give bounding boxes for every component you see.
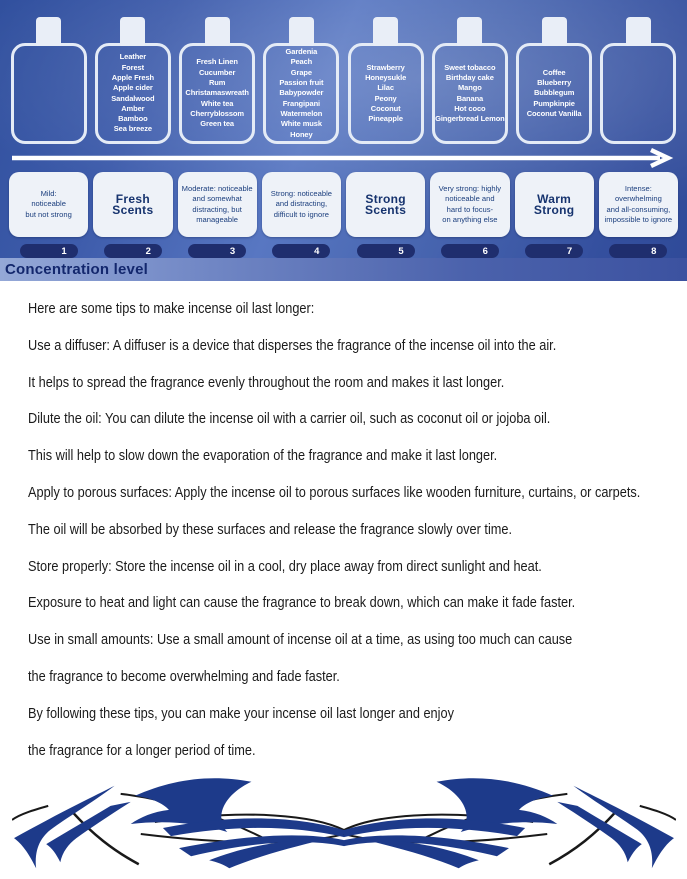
scent-name: Gardenia bbox=[285, 47, 318, 57]
level-number: 4 bbox=[314, 245, 320, 257]
scent-name: Peach bbox=[290, 57, 313, 67]
level-description-line: distracting, but bbox=[192, 204, 242, 214]
scent-name: Coconut Vanilla bbox=[526, 108, 582, 118]
bottle-1 bbox=[9, 17, 88, 144]
level-description-line: Strong: noticeable bbox=[270, 188, 332, 198]
level-description-line: difficult to ignore bbox=[273, 209, 329, 219]
bottle-cap-icon bbox=[626, 17, 651, 46]
level-number-pill-2 bbox=[104, 244, 162, 258]
bottle-cap-icon bbox=[120, 17, 145, 46]
level-description-line: manageable bbox=[196, 214, 239, 224]
scent-name: Sea breeze bbox=[113, 124, 152, 134]
level-description-line: impossible to ignore bbox=[604, 214, 673, 224]
level-description-line: and all-consuming, bbox=[606, 204, 671, 214]
bottle-label bbox=[432, 43, 508, 144]
scent-name: Sweet tobacco bbox=[444, 62, 496, 72]
flourish bbox=[0, 771, 687, 877]
level-description-line: Mild: bbox=[40, 188, 57, 198]
tip-line: Exposure to heat and light can cause the fragrance to break down, which can make it fade faster. bbox=[28, 594, 576, 612]
scent-name: Gingerbread Lemon bbox=[435, 114, 505, 124]
level-description-7 bbox=[515, 172, 594, 237]
level-number-pill-3 bbox=[188, 244, 246, 258]
level-description-line: hard to focus- bbox=[446, 204, 494, 214]
scent-name: Sandalwood bbox=[111, 93, 155, 103]
level-description-2 bbox=[93, 172, 172, 237]
level-number: 7 bbox=[566, 245, 573, 257]
tip-line: Store properly: Store the incense oil in a cool, dry place away from direct sunlight and heat. bbox=[28, 557, 542, 575]
scent-name: Hot coco bbox=[454, 103, 486, 113]
scent-name: Babypowder bbox=[279, 88, 324, 98]
bottle-4 bbox=[262, 17, 341, 144]
tip-line: Here are some tips to make incense oil last longer: bbox=[28, 300, 315, 317]
level-description-line: Warm Strong bbox=[533, 192, 575, 217]
tip-line: the fragrance to become overwhelming and fade faster. bbox=[28, 667, 340, 685]
concentration-band bbox=[0, 258, 687, 281]
bottle-3 bbox=[178, 17, 257, 144]
scent-name: Christamaswreath bbox=[185, 88, 249, 98]
tip-line: Use a diffuser: A diffuser is a device that disperses the fragrance of the incense oil into the air. bbox=[28, 336, 557, 354]
tip-line: Use in small amounts: Use a small amount of incense oil at a time, as using too much can cause bbox=[28, 631, 573, 649]
level-description-line: noticeable bbox=[31, 199, 66, 209]
scent-name: Forest bbox=[121, 62, 145, 72]
level-description-4 bbox=[262, 172, 341, 237]
pill-cell bbox=[430, 244, 509, 258]
scent-name: Lilac bbox=[377, 83, 394, 93]
pill-cell bbox=[515, 244, 594, 258]
tip-line: Apply to porous surfaces: Apply the incense oil to porous surfaces like wooden furniture, curtains, or carpets. bbox=[28, 483, 641, 501]
scent-name: Pumpkinpie bbox=[533, 98, 575, 108]
scent-name: Grape bbox=[290, 67, 312, 77]
scent-name: Apple Fresh bbox=[111, 72, 154, 82]
scent-name: Amber bbox=[121, 103, 145, 113]
level-description-6 bbox=[430, 172, 509, 237]
pill-cell bbox=[9, 244, 88, 258]
level-number: 3 bbox=[229, 245, 236, 257]
bottle-7 bbox=[515, 17, 594, 144]
scent-name: Mango bbox=[458, 83, 482, 93]
scent-name: Watermelon bbox=[280, 108, 323, 118]
bottle-label bbox=[95, 43, 171, 144]
scent-name: Bubblegum bbox=[533, 88, 575, 98]
level-description-line: Moderate: noticeable bbox=[181, 183, 253, 193]
level-description-line: Fresh Scents bbox=[112, 192, 154, 217]
scent-name: Rum bbox=[208, 78, 226, 88]
scent-name: Leather bbox=[119, 52, 147, 62]
tip-line: This will help to slow down the evaporation of the fragrance and make it last longer. bbox=[28, 447, 498, 465]
level-number-pill-7 bbox=[525, 244, 583, 258]
scent-name: Coffee bbox=[542, 67, 566, 77]
scent-name: Passion fruit bbox=[279, 78, 324, 88]
level-description-5 bbox=[346, 172, 425, 237]
bottle-label bbox=[11, 43, 87, 144]
scent-concentration-panel bbox=[0, 0, 687, 281]
level-description-line: noticeable and bbox=[445, 194, 495, 204]
axis-title: Concentration level bbox=[5, 261, 148, 278]
right-arrow-icon bbox=[8, 147, 677, 169]
scent-name: White tea bbox=[200, 98, 234, 108]
level-number: 6 bbox=[482, 245, 488, 257]
bottle-label bbox=[348, 43, 424, 144]
bottle-cap-icon bbox=[289, 17, 314, 46]
pill-cell bbox=[262, 244, 341, 258]
level-description-1 bbox=[9, 172, 88, 237]
scent-name: Cherryblossom bbox=[190, 108, 244, 118]
pill-cell bbox=[599, 244, 678, 258]
scent-name: Honey bbox=[290, 129, 313, 139]
pill-cell bbox=[346, 244, 425, 258]
bottles-row bbox=[0, 0, 687, 144]
bottle-8 bbox=[599, 17, 678, 144]
scent-name: Strawberry bbox=[366, 62, 405, 72]
levels-row bbox=[0, 172, 687, 237]
level-description-line: and somewhat bbox=[192, 194, 242, 204]
tribal-flourish-graphic bbox=[12, 771, 676, 877]
level-number-pill-6 bbox=[441, 244, 499, 258]
scent-name: Apple cider bbox=[113, 83, 153, 93]
level-number: 2 bbox=[145, 245, 151, 257]
bottle-label bbox=[179, 43, 255, 144]
scent-name: Coconut bbox=[370, 103, 401, 113]
scent-name: Green tea bbox=[200, 119, 234, 129]
level-number: 5 bbox=[398, 245, 404, 257]
level-number: 1 bbox=[61, 245, 67, 257]
level-description-line: on anything else bbox=[442, 214, 498, 224]
level-number-pill-5 bbox=[357, 244, 415, 258]
tip-line: the fragrance for a longer period of time. bbox=[28, 741, 256, 759]
level-number-pill-8 bbox=[609, 244, 667, 258]
level-number-pill-4 bbox=[272, 244, 330, 258]
bottle-cap-icon bbox=[373, 17, 398, 46]
level-description-line: but not strong bbox=[25, 209, 72, 219]
scent-name: Frangipani bbox=[282, 98, 321, 108]
pill-cell bbox=[178, 244, 257, 258]
level-description-line: overwhelming bbox=[614, 194, 662, 204]
bottle-label bbox=[600, 43, 676, 144]
pill-cell bbox=[93, 244, 172, 258]
bottle-cap-icon bbox=[542, 17, 567, 46]
level-description-8 bbox=[599, 172, 678, 237]
bottle-label bbox=[263, 43, 339, 144]
scent-name: Honeysukle bbox=[365, 72, 407, 82]
scent-name: Bamboo bbox=[118, 114, 148, 124]
axis-arrow-row bbox=[0, 144, 687, 172]
level-description-line: Strong Scents bbox=[365, 192, 407, 217]
level-number-pill-1 bbox=[20, 244, 78, 258]
scent-name: Fresh Linen bbox=[196, 57, 238, 67]
scent-name: Peony bbox=[374, 93, 397, 103]
level-description-3 bbox=[178, 172, 257, 237]
scent-name: Blueberry bbox=[537, 78, 572, 88]
tip-line: The oil will be absorbed by these surfaces and release the fragrance slowly over time. bbox=[28, 520, 513, 538]
tip-line: By following these tips, you can make your incense oil last longer and enjoy bbox=[28, 704, 454, 722]
scent-name: Birthday cake bbox=[445, 72, 494, 82]
scent-name: Cucumber bbox=[198, 67, 236, 77]
scent-name: Banana bbox=[456, 93, 484, 103]
bottle-label bbox=[516, 43, 592, 144]
scent-name: Pineapple bbox=[368, 114, 403, 124]
tip-line: It helps to spread the fragrance evenly throughout the room and makes it last longer. bbox=[28, 373, 505, 391]
bottle-6 bbox=[430, 17, 509, 144]
scent-name: White musk bbox=[280, 119, 322, 129]
level-description-line: and distracting, bbox=[275, 199, 328, 209]
bottle-cap-icon bbox=[36, 17, 61, 46]
level-description-line: Very strong: highly bbox=[438, 183, 502, 193]
bottle-5 bbox=[346, 17, 425, 144]
level-description-line: Intense: bbox=[624, 183, 652, 193]
bottle-cap-icon bbox=[205, 17, 230, 46]
pills-row bbox=[0, 244, 687, 258]
tips-section bbox=[0, 281, 687, 769]
tip-line: Dilute the oil: You can dilute the incense oil with a carrier oil, such as coconut oil or jojoba oil. bbox=[28, 410, 551, 428]
bottle-2 bbox=[93, 17, 172, 144]
bottle-cap-icon bbox=[457, 17, 482, 46]
level-number: 8 bbox=[651, 245, 657, 257]
